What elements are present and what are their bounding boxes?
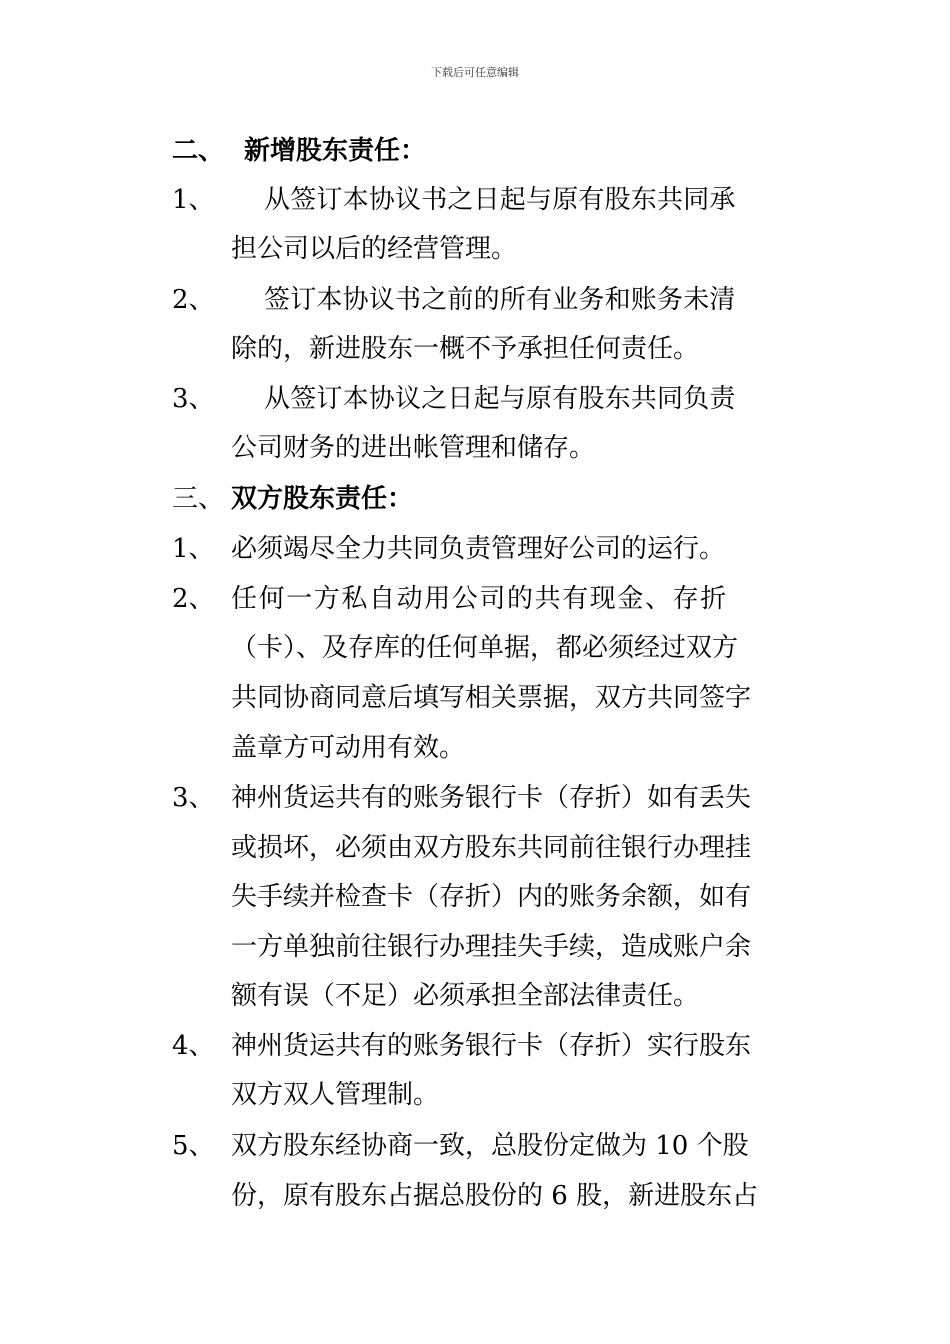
section-2-item-3-number: 3、 [172,384,215,414]
section-3-item-4-line-2: 双方双人管理制。 [231,1080,440,1110]
section-2-number: 二、 [172,136,225,166]
section-3-item-4-line-1: 神州货运共有的账务银行卡（存折）实行股东 [231,1031,752,1061]
section-3-item-2-line-2: （卡）、及存库的任何单据，都必须经过双方 [231,633,739,663]
section-3-item-1-number: 1、 [172,534,215,564]
section-3-item-5-line-1: 双方股东经协商一致，总股份定做为 10 个股 [231,1131,749,1161]
section-3-item-3-line-4: 一方单独前往银行办理挂失手续，造成账户余 [231,932,752,962]
section-3-item-2-line-3: 共同协商同意后填写相关票据，双方共同签字 [231,683,752,713]
section-3-item-3-line-2: 或损坏，必须由双方股东共同前往银行办理挂 [231,833,752,863]
section-3-item-5-line-2: 份，原有股东占据总股份的 6 股，新进股东占 [231,1181,759,1211]
section-2-heading: 新增股东责任： [244,136,427,166]
section-3-item-2-number: 2、 [172,584,215,614]
section-3-item-4-number: 4、 [172,1031,215,1061]
section-3-item-2-line-4: 盖章方可动用有效。 [231,733,466,763]
section-2-item-3-line-1: 从签订本协议之日起与原有股东共同负责 [264,384,736,414]
section-3-item-3-number: 3、 [172,783,215,813]
section-3-heading: 双方股东责任： [231,484,414,514]
section-2-item-1-line-1: 从签订本协议书之日起与原有股东共同承 [264,185,736,215]
section-3-item-3-line-3: 失手续并检查卡（存折）内的账务余额，如有 [231,882,752,912]
section-2-item-1-number: 1、 [172,185,215,215]
section-3-item-1-line-1: 必须竭尽全力共同负责管理好公司的运行。 [231,534,726,564]
section-3-number: 三、 [172,484,225,514]
section-3-item-3-line-5: 额有误（不足）必须承担全部法律责任。 [231,981,700,1011]
section-2-item-2-line-2: 除的，新进股东一概不予承担任何责任。 [231,334,700,364]
section-2-item-3-line-2: 公司财务的进出帐管理和储存。 [231,433,596,463]
section-2-item-2-line-1: 签订本协议书之前的所有业务和账务未清 [264,285,736,315]
section-2-item-1-line-2: 担公司以后的经营管理。 [231,234,518,264]
section-2-item-2-number: 2、 [172,285,215,315]
section-3-item-2-line-1: 任何一方私自动用公司的共有现金、存折 [231,584,728,614]
section-3-item-3-line-1: 神州货运共有的账务银行卡（存折）如有丢失 [231,783,752,813]
section-3-item-5-number: 5、 [172,1131,215,1161]
page-header: 下载后可任意编辑 [431,66,519,79]
